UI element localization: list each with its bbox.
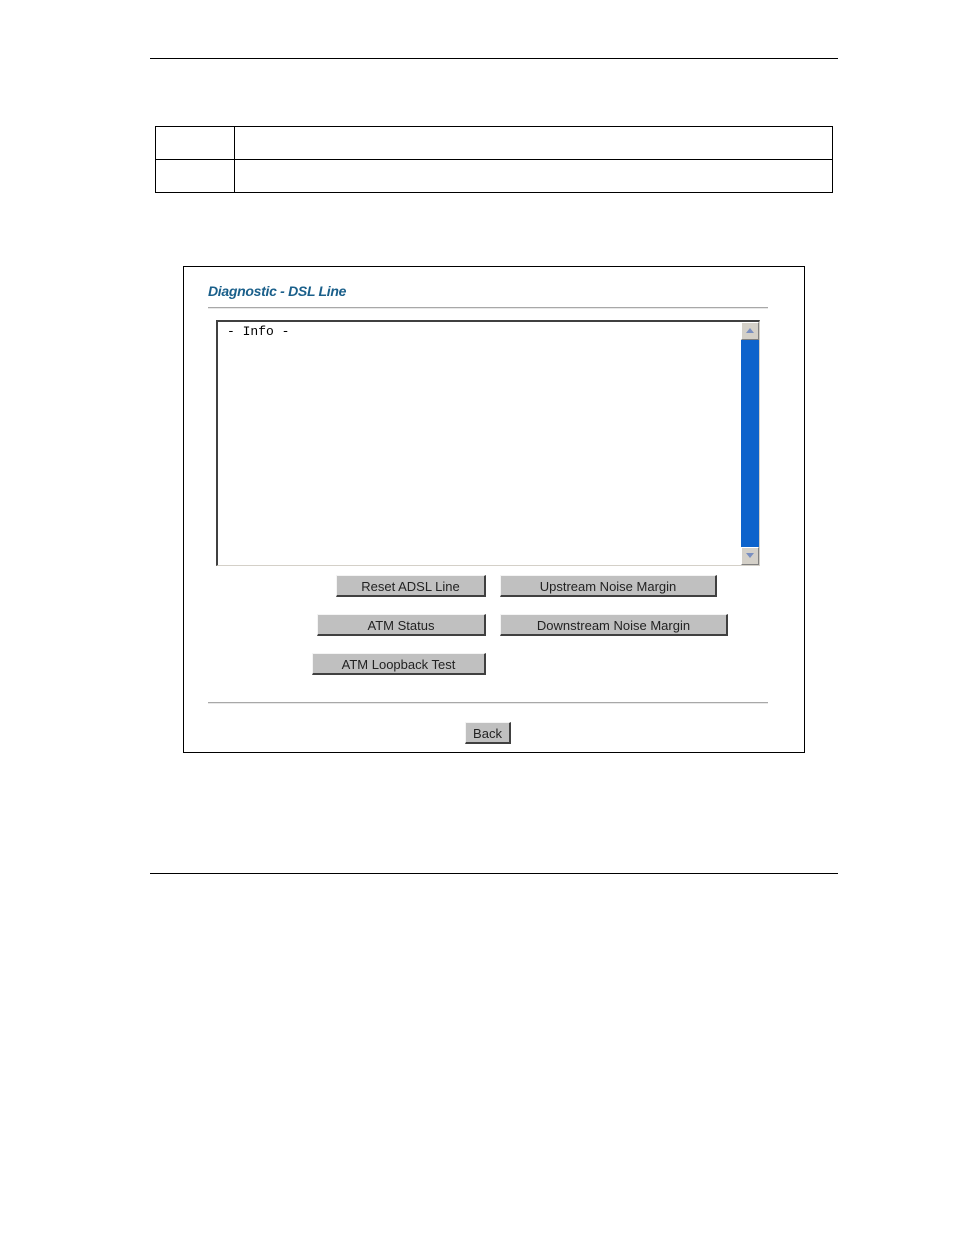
page-header-rule: [150, 58, 838, 59]
page-title: Diagnostic - DSL Line: [208, 283, 347, 299]
downstream-noise-margin-button[interactable]: Downstream Noise Margin: [500, 614, 728, 636]
table-row: [156, 127, 833, 160]
document-table: [155, 126, 833, 193]
atm-loopback-test-button[interactable]: ATM Loopback Test: [312, 653, 486, 675]
table-cell: [235, 160, 833, 193]
footer-divider: [208, 702, 768, 704]
table-cell: [156, 127, 235, 160]
back-button[interactable]: Back: [465, 722, 511, 744]
scroll-down-button[interactable]: [741, 547, 759, 565]
info-text: - Info -: [227, 324, 290, 339]
triangle-down-icon: [746, 553, 754, 558]
scrollbar-thumb[interactable]: [741, 340, 759, 547]
scroll-up-button[interactable]: [741, 322, 759, 340]
triangle-up-icon: [746, 328, 754, 333]
page-footer-rule: [150, 873, 838, 874]
upstream-noise-margin-button[interactable]: Upstream Noise Margin: [500, 575, 717, 597]
table-cell: [156, 160, 235, 193]
title-divider: [208, 307, 768, 309]
table-cell: [235, 127, 833, 160]
screenshot-frame: [183, 266, 805, 753]
table-row: [156, 160, 833, 193]
vertical-scrollbar[interactable]: [741, 322, 759, 565]
atm-status-button[interactable]: ATM Status: [317, 614, 486, 636]
info-textarea[interactable]: [216, 320, 760, 566]
reset-adsl-line-button[interactable]: Reset ADSL Line: [336, 575, 486, 597]
